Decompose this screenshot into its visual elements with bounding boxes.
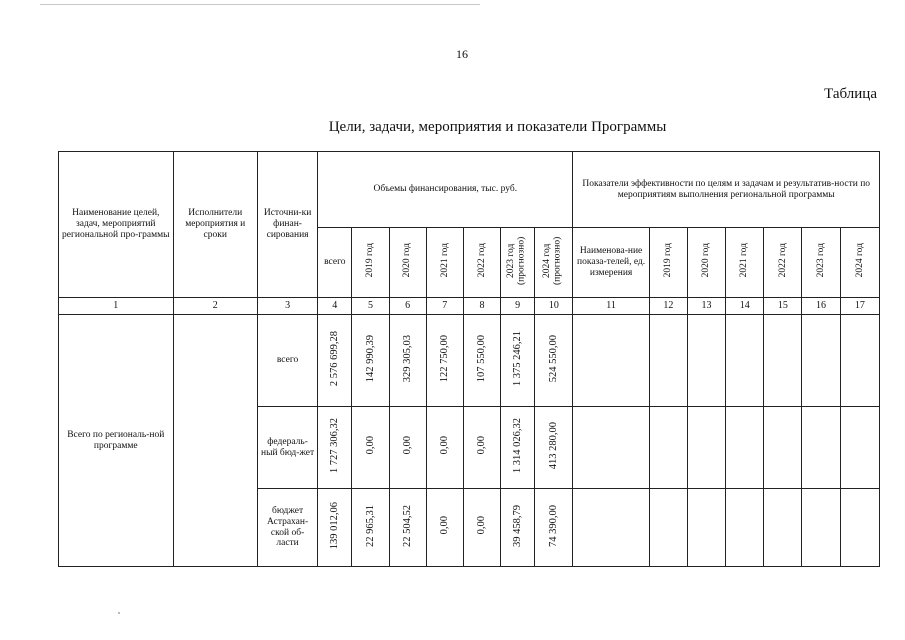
indicator-cell <box>687 407 725 489</box>
value-2020: 329 305,03 <box>389 315 426 407</box>
top-rule <box>40 4 480 5</box>
value-2023: 39 458,79 <box>501 489 535 567</box>
indicator-cell <box>649 315 687 407</box>
value-total: 139 012,06 <box>318 489 352 567</box>
header-funding-2021: 2021 год <box>426 228 463 298</box>
value-2023: 1 314 026,32 <box>501 407 535 489</box>
value-2019: 142 990,39 <box>352 315 389 407</box>
indicator-cell <box>840 489 879 567</box>
value-2022: 0,00 <box>463 489 500 567</box>
value-2019: 0,00 <box>352 407 389 489</box>
indicator-cell <box>840 315 879 407</box>
executors-cell <box>173 315 257 567</box>
indicator-cell <box>764 489 802 567</box>
table-title: Цели, задачи, мероприятия и показатели Программы <box>328 119 667 135</box>
indicator-cell <box>802 489 840 567</box>
header-indicator-name: Наименова-ние показа-телей, ед. измерения <box>573 228 649 298</box>
column-number: 13 <box>687 298 725 315</box>
value-2021: 0,00 <box>426 407 463 489</box>
indicator-cell <box>726 489 764 567</box>
table-row <box>59 315 880 407</box>
indicator-cell <box>802 407 840 489</box>
header-indicator-2021: 2021 год <box>726 228 764 298</box>
value-2019: 22 965,31 <box>352 489 389 567</box>
column-number: 16 <box>802 298 840 315</box>
value-total: 2 576 699,28 <box>318 315 352 407</box>
column-number: 2 <box>173 298 257 315</box>
source-cell: федераль-ный бюд-жет <box>257 407 317 489</box>
header-funding-2019: 2019 год <box>352 228 389 298</box>
column-number-row <box>59 298 880 315</box>
column-number: 3 <box>257 298 317 315</box>
header-indicator-2022: 2022 год <box>764 228 802 298</box>
column-number: 10 <box>535 298 573 315</box>
indicator-cell <box>726 407 764 489</box>
value-2024: 413 280,00 <box>535 407 573 489</box>
header-executors: Исполнители мероприятия и сроки <box>173 152 257 298</box>
page-number: 16 <box>456 47 468 61</box>
value-2024: 74 390,00 <box>535 489 573 567</box>
column-number: 7 <box>426 298 463 315</box>
indicator-cell <box>764 407 802 489</box>
table-label: Таблица <box>824 86 877 102</box>
indicator-cell <box>726 315 764 407</box>
header-indicator-2023: 2023 год <box>802 228 840 298</box>
header-funding-total: всего <box>318 228 352 298</box>
header-indicator-2019: 2019 год <box>649 228 687 298</box>
program-name-cell: Всего по региональ-ной программе <box>59 315 174 567</box>
column-number: 8 <box>463 298 500 315</box>
source-cell: бюджет Астрахан-ской об-ласти <box>257 489 317 567</box>
header-goal-name: Наименование целей, задач, мероприятий региональной про-граммы <box>59 152 174 298</box>
indicator-cell <box>764 315 802 407</box>
header-funding-2023: 2023 год (прогнозно) <box>501 228 535 298</box>
value-2020: 0,00 <box>389 407 426 489</box>
header-funding-2020: 2020 год <box>389 228 426 298</box>
source-cell: всего <box>257 315 317 407</box>
value-2021: 122 750,00 <box>426 315 463 407</box>
indicator-cell <box>649 489 687 567</box>
indicator-cell <box>649 407 687 489</box>
column-number: 15 <box>764 298 802 315</box>
indicator-cell <box>573 407 649 489</box>
value-total: 1 727 306,32 <box>318 407 352 489</box>
column-number: 9 <box>501 298 535 315</box>
header-indicator-2020: 2020 год <box>687 228 725 298</box>
value-2020: 22 504,52 <box>389 489 426 567</box>
indicator-cell <box>840 407 879 489</box>
column-number: 4 <box>318 298 352 315</box>
column-number: 6 <box>389 298 426 315</box>
value-2022: 0,00 <box>463 407 500 489</box>
value-2024: 524 550,00 <box>535 315 573 407</box>
header-funding-2022: 2022 год <box>463 228 500 298</box>
value-2022: 107 550,00 <box>463 315 500 407</box>
indicator-cell <box>802 315 840 407</box>
indicator-cell <box>687 315 725 407</box>
header-row-1 <box>59 152 880 228</box>
header-indicator-2024: 2024 год <box>840 228 879 298</box>
column-number: 5 <box>352 298 389 315</box>
indicator-cell <box>573 315 649 407</box>
program-table <box>58 151 880 567</box>
indicator-cell <box>687 489 725 567</box>
column-number: 1 <box>59 298 174 315</box>
value-2021: 0,00 <box>426 489 463 567</box>
column-number: 11 <box>573 298 649 315</box>
header-sources: Источни-ки финан-сирования <box>257 152 317 298</box>
column-number: 17 <box>840 298 879 315</box>
indicator-cell <box>573 489 649 567</box>
header-funding-2024: 2024 год (прогнозно) <box>535 228 573 298</box>
header-funding-group: Объемы финансирования, тыс. руб. <box>318 152 573 228</box>
scan-speck <box>118 612 120 614</box>
value-2023: 1 375 246,21 <box>501 315 535 407</box>
column-number: 14 <box>726 298 764 315</box>
column-number: 12 <box>649 298 687 315</box>
header-indicators-group: Показатели эффективности по целям и задачам и результатив-ности по мероприятиям выполнения региональной программы <box>573 152 880 228</box>
